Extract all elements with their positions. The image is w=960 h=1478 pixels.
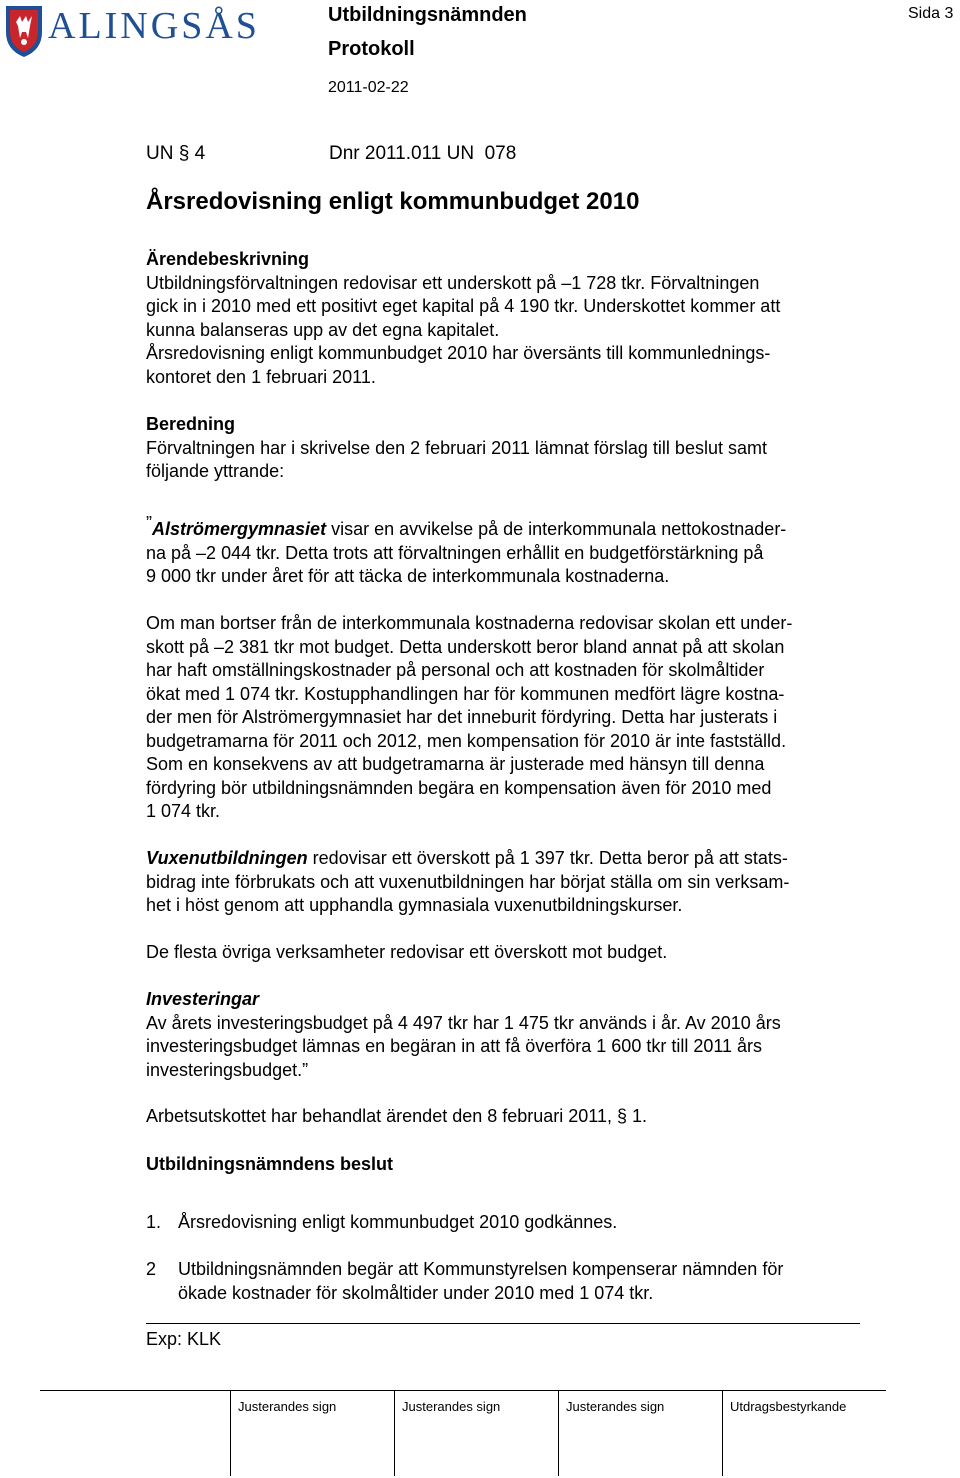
quote-paragraph-costs: [146, 612, 886, 824]
alstromer-text: visar en avvikelse på de interkommunala nettokostnader-: [326, 519, 787, 539]
case-number: UN § 4: [146, 143, 206, 164]
quote-line: De flesta övriga verksamheter redovisar ett överskott mot budget.: [146, 942, 668, 962]
quote-line: Som en konsekvens av att budgetramarna är justerade med hänsyn till denna: [146, 754, 765, 774]
logo-text: ALINGSÅS: [48, 5, 260, 47]
quote-line: Om man bortser från de interkommunala kostnaderna redovisar skolan ett under-: [146, 613, 793, 633]
coat-of-arms-icon: [4, 2, 44, 58]
signature-label: Justerandes sign: [402, 1399, 501, 1414]
quote-line: investeringsbudget.”: [146, 1059, 309, 1080]
committee-note: [146, 1105, 886, 1129]
preparation-heading: Beredning: [146, 414, 236, 434]
header-doc-type: Protokoll: [328, 38, 415, 60]
header-org: Utbildningsnämnden: [328, 4, 527, 26]
quote-line: fördyring bör utbildningsnämnden begära en kompensation även för 2010 med: [146, 777, 772, 798]
preparation-section: [146, 413, 886, 484]
description-line: kontoret den 1 februari 2011.: [146, 366, 376, 387]
decision-item-number: 1.: [146, 1212, 162, 1232]
signature-row: [40, 1390, 886, 1476]
description-line: gick in i 2010 med ett positivt eget kapital på 4 190 tkr. Underskottet kommer att: [146, 296, 781, 316]
signature-label: Justerandes sign: [238, 1399, 337, 1414]
description-line: Årsredovisning enligt kommunbudget 2010 har översänts till kommunlednings-: [146, 343, 771, 363]
quote-line: 1 074 tkr.: [146, 801, 221, 821]
quote-line: skott på –2 381 tkr mot budget. Detta underskott beror bland annat på att skolan: [146, 636, 785, 657]
decision-item: [146, 1258, 886, 1305]
preparation-line: Förvaltningen har i skrivelse den 2 februari 2011 lämnat förslag till beslut samt: [146, 437, 767, 458]
quote-line: der men för Alströmergymnasiet har det inneburit fördyring. Detta har justerats i: [146, 707, 778, 727]
quote-paragraph-vux: [146, 847, 886, 918]
quote-line: har haft omställningskostnader på personal och att kostnaden för skolmåltider: [146, 660, 765, 680]
signature-label: Utdragsbestyrkande: [730, 1399, 847, 1414]
quote-line: bidrag inte förbrukats och att vuxenutbildningen har börjat ställa om sin verksam-: [146, 871, 790, 892]
quote-line: na på –2 044 tkr. Detta trots att förvaltningen erhållit en budgetförstärkning på: [146, 542, 764, 563]
description-line: kunna balanseras upp av det egna kapitalet.: [146, 319, 500, 340]
quote-line: budgetramarna för 2011 och 2012, men kompensation för 2010 är inte fastställd.: [146, 730, 787, 751]
decision-item-text: Årsredovisning enligt kommunbudget 2010 godkännes.: [178, 1212, 618, 1232]
committee-note-text: Arbetsutskottet har behandlat ärendet den 8 februari 2011, § 1.: [146, 1106, 648, 1126]
quote-line: ökat med 1 074 tkr. Kostupphandlingen har för kommunen medfört lägre kostna-: [146, 683, 785, 704]
decision-item-text: ökade kostnader för skolmåltider under 2010 med 1 074 tkr.: [178, 1282, 654, 1303]
alstromer-name: Alströmergymnasiet: [152, 519, 327, 539]
signature-box: [722, 1390, 723, 1476]
signature-box: [394, 1390, 395, 1476]
vux-name: Vuxenutbildningen: [146, 848, 308, 868]
signature-label: Justerandes sign: [566, 1399, 665, 1414]
quote-line: investeringsbudget lämnas en begäran in att få överföra 1 600 tkr till 2011 års: [146, 1036, 763, 1056]
page-number: Sida 3: [908, 5, 954, 22]
decision-heading: Utbildningsnämndens beslut: [146, 1154, 394, 1174]
description-line: Utbildningsförvaltningen redovisar ett underskott på –1 728 tkr. Förvaltningen: [146, 272, 760, 293]
decision-divider: [146, 1323, 860, 1324]
quote-paragraph-other: [146, 941, 886, 965]
description-heading: Ärendebeskrivning: [146, 249, 310, 269]
case-dnr: Dnr 2011.011 UN 078: [329, 143, 517, 164]
decision-item: [146, 1211, 886, 1235]
investments-heading: Investeringar: [146, 989, 260, 1009]
quote-line: het i höst genom att upphandla gymnasiala vuxenutbildningskurser.: [146, 895, 683, 915]
signature-box: [558, 1390, 559, 1476]
page-title: Årsredovisning enligt kommunbudget 2010: [146, 188, 640, 215]
decision-item-text: Utbildningsnämnden begär att Kommunstyrelsen kompenserar nämnden för: [178, 1259, 784, 1279]
quote-paragraph-alstromer: [146, 513, 886, 589]
header-date: 2011-02-22: [328, 79, 409, 96]
alingsas-logo: [4, 2, 264, 60]
description-section: [146, 248, 886, 389]
opening-quote-mark: ”: [146, 513, 152, 533]
quote-line: 9 000 tkr under året för att täcka de interkommunala kostnaderna.: [146, 566, 670, 586]
vux-text: redovisar ett överskott på 1 397 tkr. Detta beror på att stats-: [307, 848, 788, 868]
preparation-line: följande yttrande:: [146, 461, 285, 481]
decision-item-number: 2: [146, 1259, 157, 1279]
quote-line: Av årets investeringsbudget på 4 497 tkr har 1 475 tkr används i år. Av 2010 års: [146, 1012, 781, 1033]
signature-box: [230, 1390, 231, 1476]
expedition: Exp: KLK: [146, 1329, 222, 1349]
quote-paragraph-investments: [146, 988, 886, 1082]
